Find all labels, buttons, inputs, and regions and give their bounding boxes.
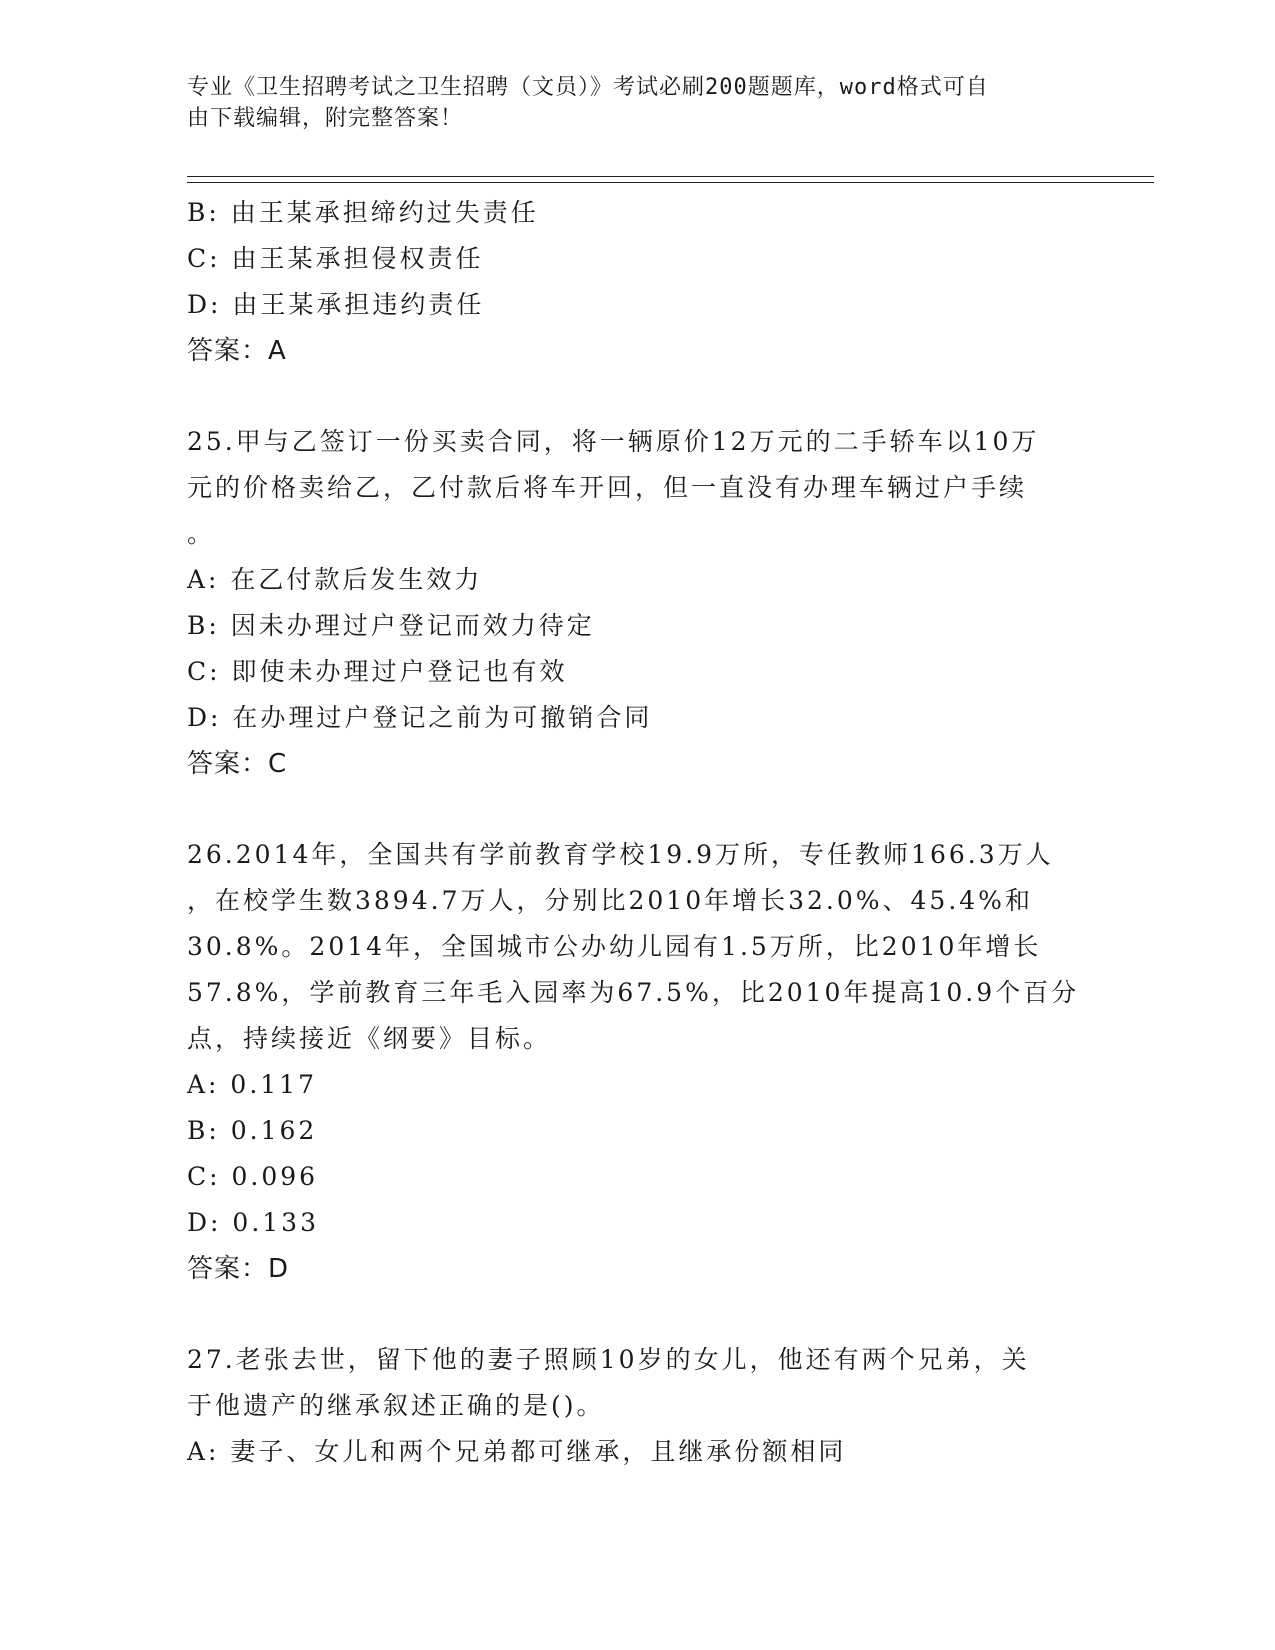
question-text-line: ，在校学生数3894.7万人，分别比2010年增长32.0%、45.4%和 bbox=[187, 886, 1033, 915]
header-line-1: 专业《卫生招聘考试之卫生招聘（文员）》考试必刷200题题库，word格式可自 bbox=[187, 75, 989, 100]
answer: 答案：A bbox=[187, 336, 287, 366]
option-d: D: 在办理过户登记之前为可撤销合同 bbox=[187, 703, 653, 732]
option-d: D: 0.133 bbox=[187, 1208, 319, 1237]
question-text-line: 元的价格卖给乙，乙付款后将车开回，但一直没有办理车辆过户手续 bbox=[187, 473, 1028, 502]
document-header bbox=[187, 72, 1067, 134]
spacer bbox=[187, 374, 1067, 419]
option-c: C: 0.096 bbox=[187, 1162, 319, 1191]
option-a: A: 在乙付款后发生效力 bbox=[187, 565, 483, 594]
header-line-2: 由下载编辑，附完整答案！ bbox=[187, 106, 464, 131]
option-b: B: 0.162 bbox=[187, 1116, 318, 1145]
option-b: B: 由王某承担缔约过失责任 bbox=[187, 198, 539, 227]
question-25-block bbox=[187, 419, 1067, 787]
option-c: C: 即使未办理过户登记也有效 bbox=[187, 657, 568, 686]
question-text-line: 26.2014年，全国共有学前教育学校19.9万所，专任教师166.3万人 bbox=[187, 840, 1054, 869]
option-a: A: 0.117 bbox=[187, 1070, 317, 1099]
question-text-line: 于他遗产的继承叙述正确的是()。 bbox=[187, 1391, 605, 1420]
question-text-line: 27.老张去世，留下他的妻子照顾10岁的女儿，他还有两个兄弟，关 bbox=[187, 1345, 1030, 1374]
spacer bbox=[187, 1292, 1067, 1337]
question-text-line: 25.甲与乙签订一份买卖合同，将一辆原价12万元的二手轿车以10万 bbox=[187, 427, 1040, 456]
question-content bbox=[187, 190, 1080, 1475]
option-d: D: 由王某承担违约责任 bbox=[187, 290, 485, 319]
spacer bbox=[187, 787, 1067, 832]
option-a: A: 妻子、女儿和两个兄弟都可继承，且继承份额相同 bbox=[187, 1437, 847, 1466]
question-text-line: 。 bbox=[187, 519, 216, 548]
question-text-line: 57.8%，学前教育三年毛入园率为67.5%，比2010年提高10.9个百分 bbox=[187, 978, 1080, 1007]
option-c: C: 由王某承担侵权责任 bbox=[187, 244, 484, 273]
header-divider-bottom bbox=[187, 182, 1154, 183]
header-divider-top bbox=[187, 176, 1154, 177]
answer: 答案：D bbox=[187, 1254, 290, 1284]
question-text-line: 点，持续接近《纲要》目标。 bbox=[187, 1024, 552, 1053]
answer: 答案：C bbox=[187, 749, 288, 779]
question-24-block bbox=[187, 190, 1067, 374]
question-27-block bbox=[187, 1337, 1067, 1475]
question-text-line: 30.8%。2014年，全国城市公办幼儿园有1.5万所，比2010年增长 bbox=[187, 932, 1042, 961]
question-26-block bbox=[187, 832, 1080, 1292]
option-b: B: 因未办理过户登记而效力待定 bbox=[187, 611, 595, 640]
